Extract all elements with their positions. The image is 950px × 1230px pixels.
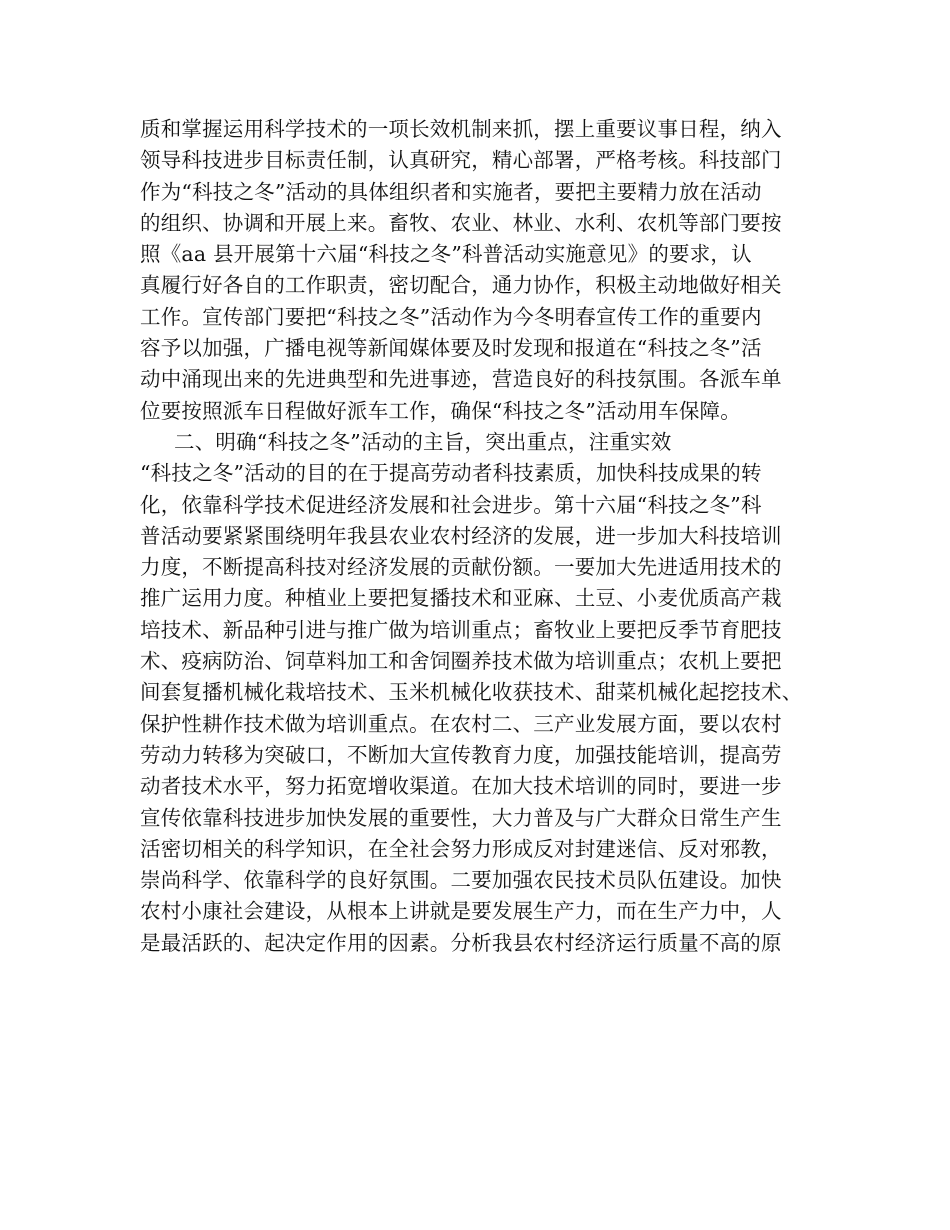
text-line: 推广运用力度。种植业上要把复播技术和亚麻、土豆、小麦优质高产栽 — [140, 586, 782, 611]
text-line: 活密切相关的科学知识，在全社会努力形成反对封建迷信、反对邪教， — [140, 836, 782, 861]
text-line: 动者技术水平，努力拓宽增收渠道。在加大技术培训的同时，要进一步 — [140, 774, 782, 799]
text-line: 崇尚科学、依靠科学的良好氛围。二要加强农民技术员队伍建设。加快 — [140, 868, 782, 893]
text-line: 力度，不断提高科技对经济发展的贡献份额。一要加大先进适用技术的 — [140, 555, 782, 580]
text-line: 劳动力转移为突破口，不断加大宣传教育力度，加强技能培训，提高劳 — [140, 742, 782, 767]
text-line: 培技术、新品种引进与推广做为培训重点；畜牧业上要把反季节育肥技 — [140, 617, 782, 642]
text-line: 位要按照派车日程做好派车工作，确保“科技之冬”活动用车保障。 — [140, 398, 741, 423]
text-line: 容予以加强，广播电视等新闻媒体要及时发现和报道在“科技之冬”活 — [140, 336, 762, 361]
text-line: 照《aa 县开展第十六届“科技之冬”科普活动实施意见》的要求，认 — [140, 242, 752, 267]
text-line: 真履行好各自的工作职责，密切配合，通力协作，积极主动地做好相关 — [140, 273, 782, 298]
text-line: 领导科技进步目标责任制，认真研究，精心部署，严格考核。科技部门 — [140, 148, 782, 173]
text-line: 的组织、协调和开展上来。畜牧、农业、林业、水利、农机等部门要按 — [140, 210, 782, 235]
document-body — [140, 114, 830, 959]
text-line: 工作。宣传部门要把“科技之冬”活动作为今冬明春宣传工作的重要内 — [140, 304, 762, 329]
text-line: 动中涌现出来的先进典型和先进事迹，营造良好的科技氛围。各派车单 — [140, 367, 782, 392]
text-line: 普活动要紧紧围绕明年我县农业农村经济的发展，进一步加大科技培训 — [140, 523, 782, 548]
text-line: 是最活跃的、起决定作用的因素。分析我县农村经济运行质量不高的原 — [140, 930, 782, 955]
text-line: 宣传依靠科技进步加快发展的重要性，大力普及与广大群众日常生产生 — [140, 805, 782, 830]
text-line: 间套复播机械化栽培技术、玉米机械化收获技术、甜菜机械化起挖技术、 — [140, 680, 803, 705]
text-line: 作为“科技之冬”活动的具体组织者和实施者，要把主要精力放在活动 — [140, 179, 762, 204]
text-line: 质和掌握运用科学技术的一项长效机制来抓，摆上重要议事日程，纳入 — [140, 117, 782, 141]
section-heading: 二、明确“科技之冬”活动的主旨，突出重点，注重实效 — [174, 429, 672, 454]
text-line: “科技之冬”活动的目的在于提高劳动者科技素质，加快科技成果的转 — [140, 461, 762, 486]
text-line: 化，依靠科学技术促进经济发展和社会进步。第十六届“科技之冬”科 — [140, 492, 762, 517]
text-line: 农村小康社会建设，从根本上讲就是要发展生产力，而在生产力中，人 — [140, 899, 782, 924]
text-line: 保护性耕作技术做为培训重点。在农村二、三产业发展方面，要以农村 — [140, 711, 782, 736]
text-line: 术、疫病防治、饲草料加工和舍饲圈养技术做为培训重点；农机上要把 — [140, 649, 782, 674]
